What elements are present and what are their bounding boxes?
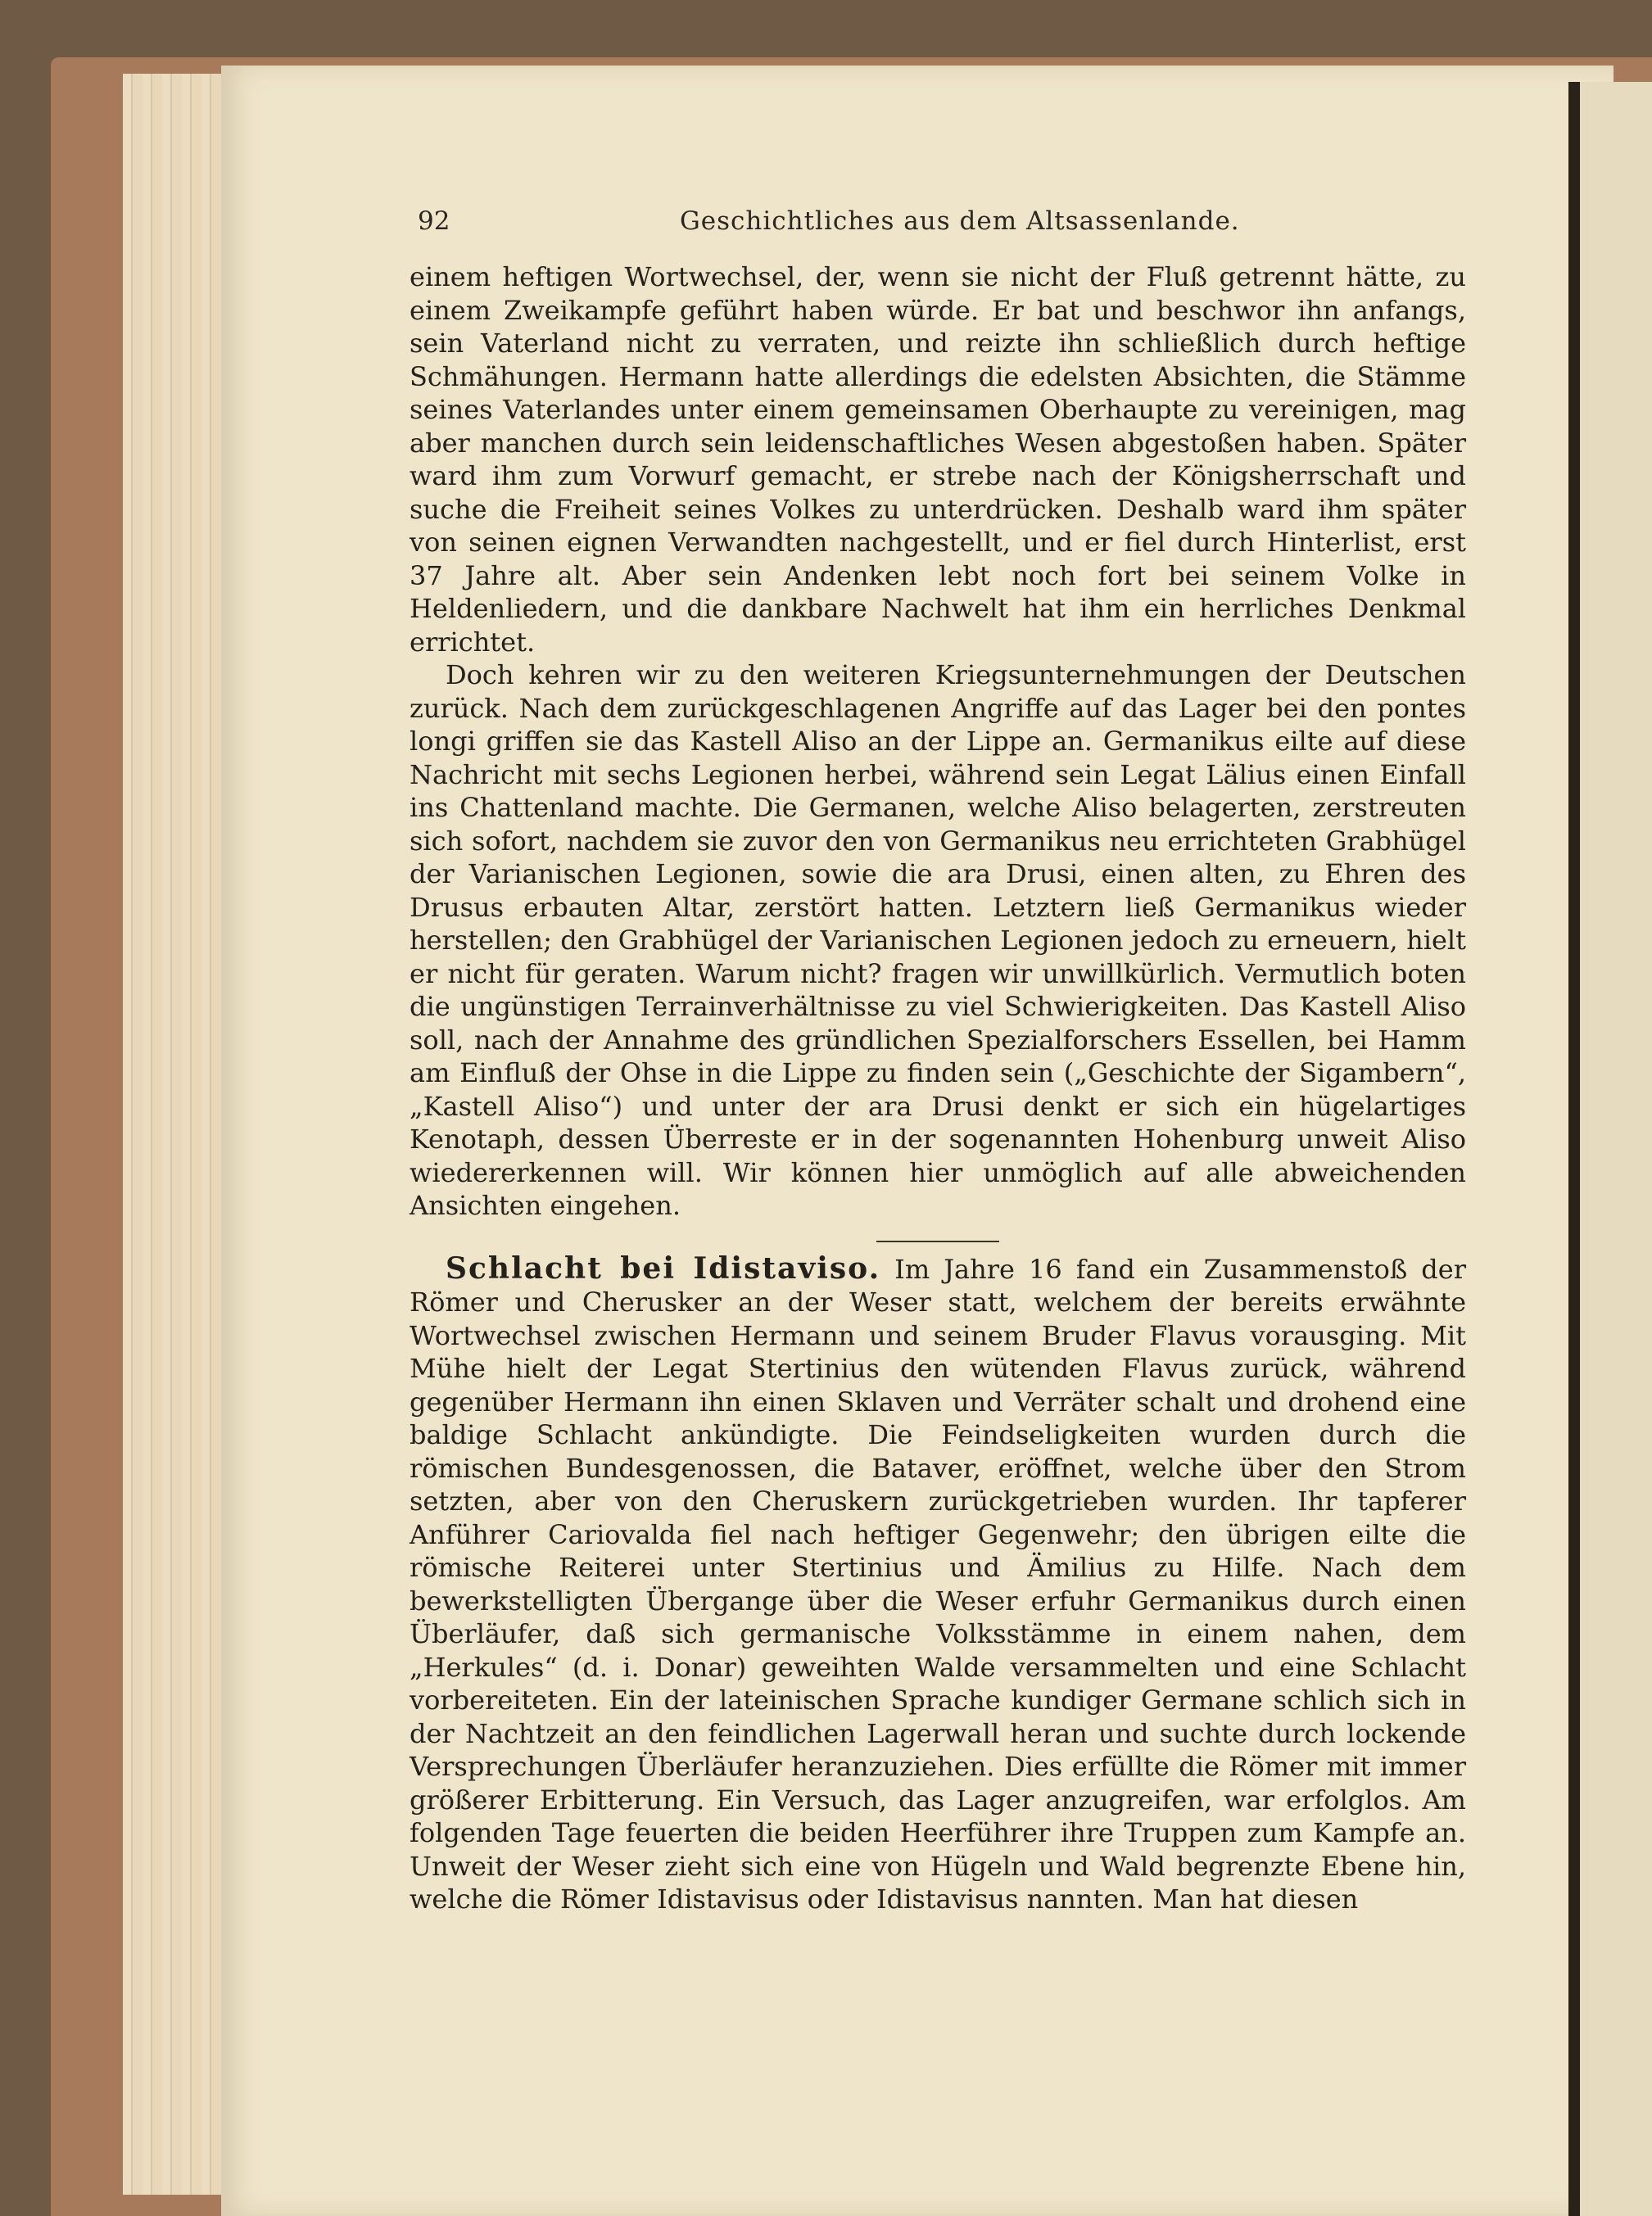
paragraph: einem heftigen Wortwechsel, der, wenn sie nicht der Fluß getrennt hätte, zu einem Zweikampfe geführt haben würde. Er bat und beschwor ihn anfangs, sein Vaterland nicht zu verraten, und reizte ihn schließlich durch heftige Schmähungen. Hermann hatte allerdings die edelsten Absichten, die Stämme seines Vaterlandes unter einem gemeinsamen Oberhaupte zu vereinigen, mag aber manchen durch sein leidenschaftliches Wesen abgestoßen haben. Später ward ihm zum Vorwurf gemacht, er strebe nach der Königsherrschaft und suche die Freiheit seines Volkes zu unterdrücken. Deshalb ward ihm später von seinen eignen Verwandten nachgestellt, und er fiel durch Hinterlist, erst 37 Jahre alt. Aber sein Andenken lebt noch fort bei seinem Volke in Heldenliedern, und die dankbare Nachwelt hat ihm ein herrliches Denkmal errichtet. [410, 261, 1466, 658]
section-paragraph [410, 1252, 1466, 1916]
page-number: 92 [418, 206, 450, 236]
running-title: Geschichtliches aus dem Altsassenlande. [680, 206, 1240, 236]
facing-page-edge [1568, 82, 1652, 2216]
section-title: Schlacht bei Idistaviso. [446, 1250, 881, 1286]
paragraph-text: Im Jahre 16 fand ein Zusammenstoß der Römer und Cherusker an der Weser statt, welchem der bereits erwähnte Wortwechsel zwischen Hermann und seinem Bruder Flavus vorausging. Mit Mühe hielt der Legat Stertinius den wütenden Flavus zurück, während gegenüber Hermann ihn einen Sklaven und Verräter schalt und drohend eine baldige Schlacht ankündigte. Die Feindseligkeiten wurden durch die römischen Bundesgenossen, die Bataver, eröffnet, welche über den Strom setzten, aber von den Cheruskern zurückgetrieben wurden. Ihr tapferer Anführer Cariovalda fiel nach heftiger Gegenwehr; den übrigen eilte die römische Reiterei unter Stertinius und Ämilius zu Hilfe. Nach dem bewerkstelligten Übergange über die Weser erfuhr Germanikus durch einen Überläufer, daß sich germanische Volksstämme in einem nahen, dem „Herkules“ (d. i. Donar) geweihten Walde versammelten und eine Schlacht vorbereiteten. Ein der lateinischen Sprache kundiger Germane schlich sich in der Nachtzeit an den feindlichen Lagerwall heran und suchte durch lockende Versprechungen Überläufer heranzuziehen. Dies erfüllte die Römer mit immer größerer Erbitterung. Ein Versuch, das Lager anzugreifen, war erfolglos. Am folgenden Tage feuerten die beiden Heerführer ihre Truppen zum Kampfe an. Unweit der Weser zieht sich eine von Hügeln und Wald begrenzte Ebene hin, welche die Römer Idistavisus oder Idistavisus nannten. Man hat diesen [410, 1253, 1467, 1915]
body-text [410, 260, 1466, 1916]
paragraph: Doch kehren wir zu den weiteren Kriegsunternehmungen der Deutschen zurück. Nach dem zurückgeschlagenen Angriffe auf das Lager bei den pontes longi griffen sie das Kastell Aliso an der Lippe an. Germanikus eilte auf diese Nachricht mit sechs Legionen herbei, während sein Legat Lälius einen Einfall ins Chattenland machte. Die Germanen, welche Aliso belagerten, zerstreuten sich sofort, nachdem sie zuvor den von Germanikus neu errichteten Grabhügel der Varianischen Legionen, sowie die ara Drusi, einen alten, zu Ehren des Drusus erbauten Altar, zerstört hatten. Letztern ließ Germanikus wieder herstellen; den Grabhügel der Varianischen Legionen jedoch zu erneuern, hielt er nicht für geraten. Warum nicht? fragen wir unwillkürlich. Vermutlich boten die ungünstigen Terrainverhältnisse zu viel Schwierigkeiten. Das Kastell Aliso soll, nach der Annahme des gründlichen Spezialforschers Essellen, bei Hamm am Einfluß der Ohse in die Lippe zu finden sein („Geschichte der Sigambern“, „Kastell Aliso“) und unter der ara Drusi denkt er sich ein hügelartiges Kenotaph, dessen Überreste er in der sogenannten Hohenburg unweit Aliso wiedererkennen will. Wir können hier unmöglich auf alle abweichenden Ansichten eingehen. [410, 659, 1466, 1221]
section-divider [876, 1241, 999, 1242]
page-header [418, 206, 1482, 247]
